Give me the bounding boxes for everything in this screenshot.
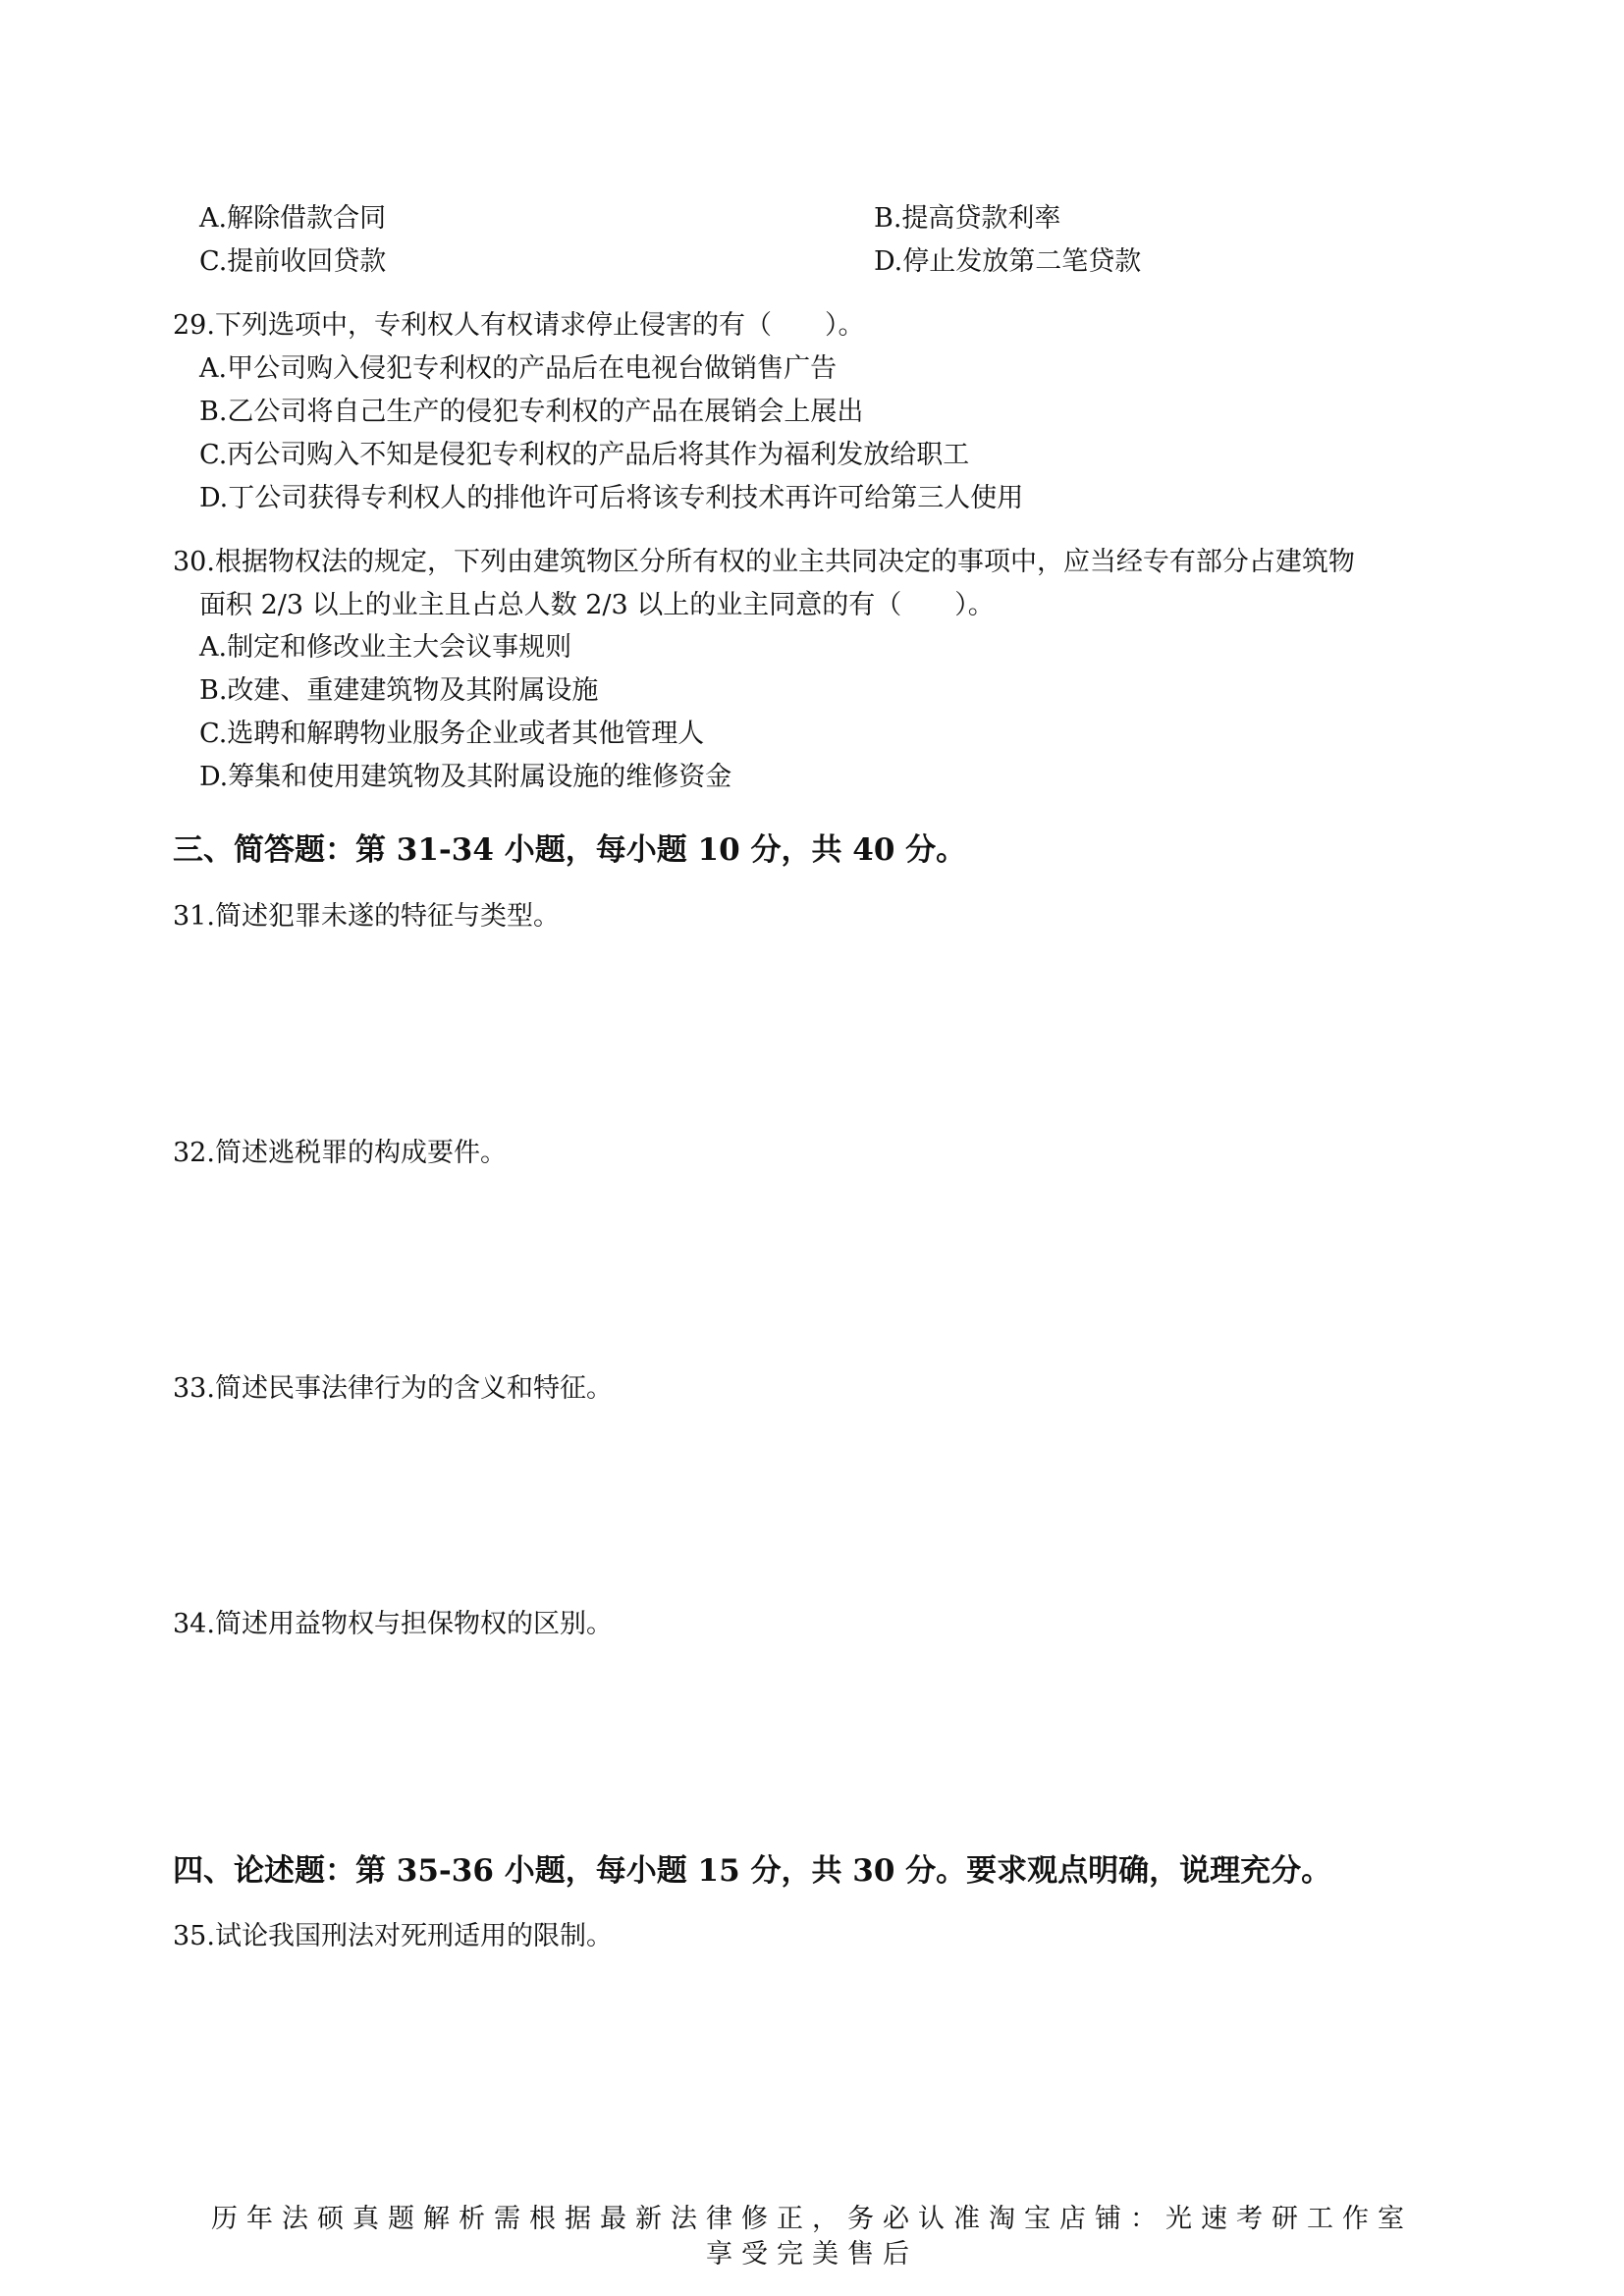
footer-notice-line2: 享受完美售后 [706, 2239, 918, 2269]
q30-option-c: C.选聘和解聘物业服务企业或者其他管理人 [199, 719, 705, 749]
question-31: 31.简述犯罪未遂的特征与类型。 [173, 901, 560, 932]
footer-notice: 历年法硕真题解析需根据最新法律修正，务必认准淘宝店铺：光速考研工作室 [211, 2204, 1413, 2234]
question-34: 34.简述用益物权与担保物权的区别。 [173, 1609, 613, 1639]
q28-option-b: B.提高贷款利率 [874, 203, 1061, 234]
q30-option-b: B.改建、重建建筑物及其附属设施 [199, 675, 599, 706]
q30-stem-line1: 30.根据物权法的规定，下列由建筑物区分所有权的业主共同决定的事项中，应当经专有部分占建筑物 [173, 547, 1355, 577]
q28-option-c: C.提前收回贷款 [199, 246, 387, 277]
question-35: 35.试论我国刑法对死刑适用的限制。 [173, 1921, 613, 1951]
q28-option-d: D.停止发放第二笔贷款 [874, 246, 1142, 277]
q28-option-a: A.解除借款合同 [199, 203, 387, 234]
q29-option-a: A.甲公司购入侵犯专利权的产品后在电视台做销售广告 [199, 353, 838, 384]
q29-option-b: B.乙公司将自己生产的侵犯专利权的产品在展销会上展出 [199, 397, 864, 427]
q30-stem-line2: 面积 2/3 以上的业主且占总人数 2/3 以上的业主同意的有（ ）。 [199, 590, 995, 620]
q30-option-a: A.制定和修改业主大会议事规则 [199, 632, 572, 663]
section3-heading: 三、简答题：第 31-34 小题，每小题 10 分，共 40 分。 [173, 832, 967, 868]
section4-heading: 四、论述题：第 35-36 小题，每小题 15 分，共 30 分。要求观点明确，说理充分。 [173, 1853, 1332, 1889]
question-32: 32.简述逃税罪的构成要件。 [173, 1138, 507, 1168]
q29-stem: 29.下列选项中，专利权人有权请求停止侵害的有（ ）。 [173, 310, 865, 341]
q30-option-d: D.筹集和使用建筑物及其附属设施的维修资金 [199, 762, 732, 792]
question-33: 33.简述民事法律行为的含义和特征。 [173, 1373, 613, 1404]
q29-option-c: C.丙公司购入不知是侵犯专利权的产品后将其作为福利发放给职工 [199, 440, 970, 470]
q29-option-d: D.丁公司获得专利权人的排他许可后将该专利技术再许可给第三人使用 [199, 483, 1024, 513]
